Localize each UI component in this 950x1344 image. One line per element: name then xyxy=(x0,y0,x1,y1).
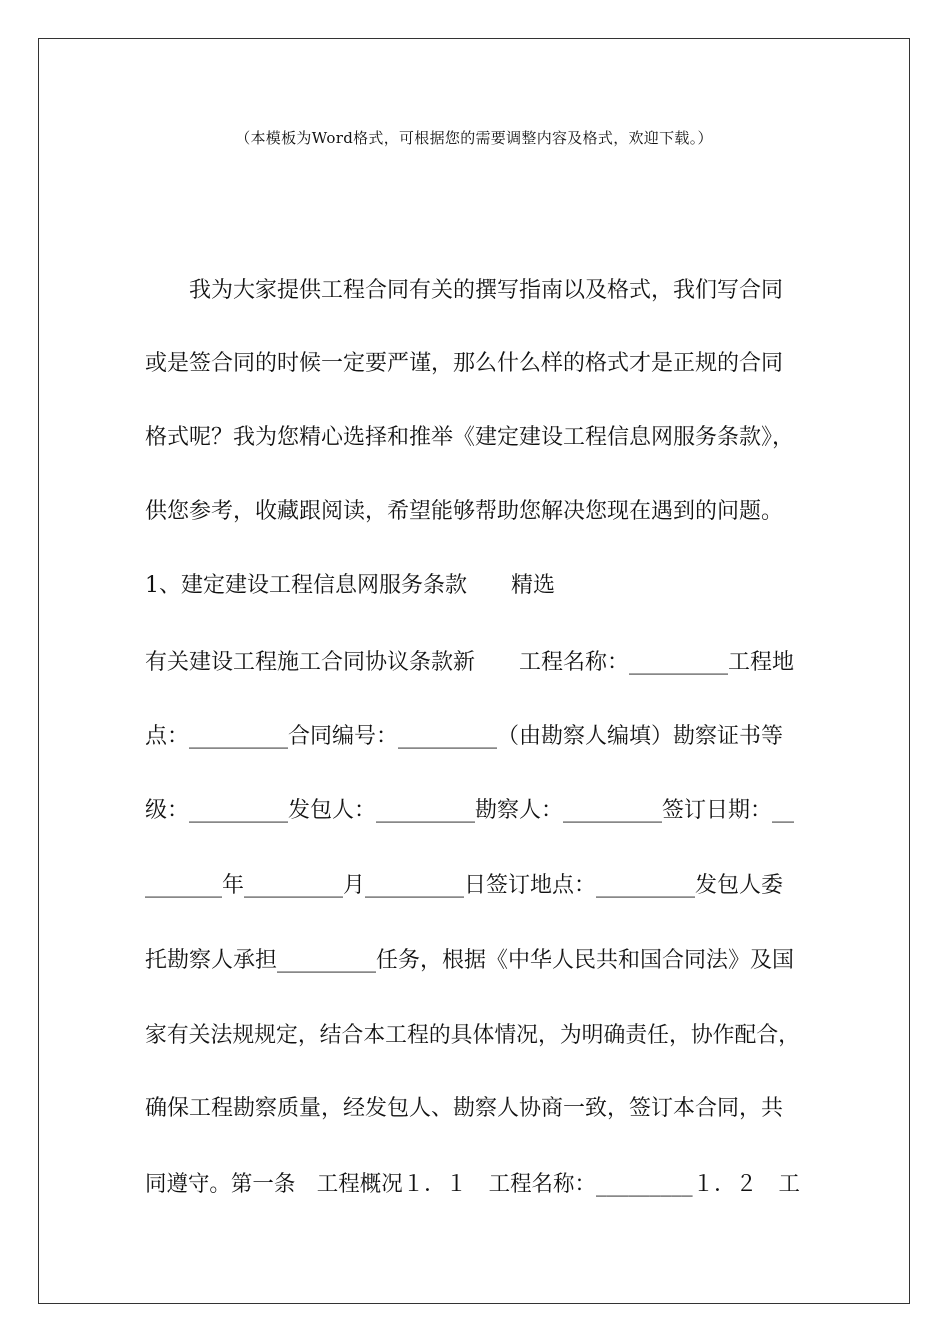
body-line-11: 家有关法规规定，结合本工程的具体情况，为明确责任，协作配合， xyxy=(145,1023,801,1048)
body-line-3: 格式呢？我为您精心选择和推举《建定建设工程信息网服务条款》， xyxy=(145,425,795,450)
body-line-12: 确保工程勘察质量，经发包人、勘察人协商一致，签订本合同，共 xyxy=(145,1096,784,1121)
body-line-7: 点：_________合同编号：_________（由勘察人编填）勘察证书等 xyxy=(145,724,784,749)
body-line-10: 托勘察人承担_________任务，根据《中华人民共和国合同法》及国 xyxy=(145,948,795,973)
section-heading: 1、建定建设工程信息网服务条款 精选 xyxy=(145,573,555,598)
body-line-4: 供您参考，收藏跟阅读，希望能够帮助您解决您现在遇到的问题。 xyxy=(145,499,784,524)
body-line-9: _______年_________月_________日签订地点：_________发包人委 xyxy=(145,873,784,898)
body-line-1: 我为大家提供工程合同有关的撰写指南以及格式，我们写合同 xyxy=(145,278,784,303)
body-line-6: 有关建设工程施工合同协议条款新 工程名称：_________工程地 xyxy=(145,650,795,675)
body-line-2: 或是签合同的时候一定要严谨，那么什么样的格式才是正规的合同 xyxy=(145,351,784,376)
body-line-8: 级：_________发包人：_________勘察人：_________签订日期：__ xyxy=(145,798,795,823)
body-line-13: 同遵守。第一条 工程概况１．１ 工程名称：_________１．２ 工 xyxy=(145,1172,801,1197)
template-note: （本模板为Word格式，可根据您的需要调整内容及格式，欢迎下载。） xyxy=(235,129,713,147)
